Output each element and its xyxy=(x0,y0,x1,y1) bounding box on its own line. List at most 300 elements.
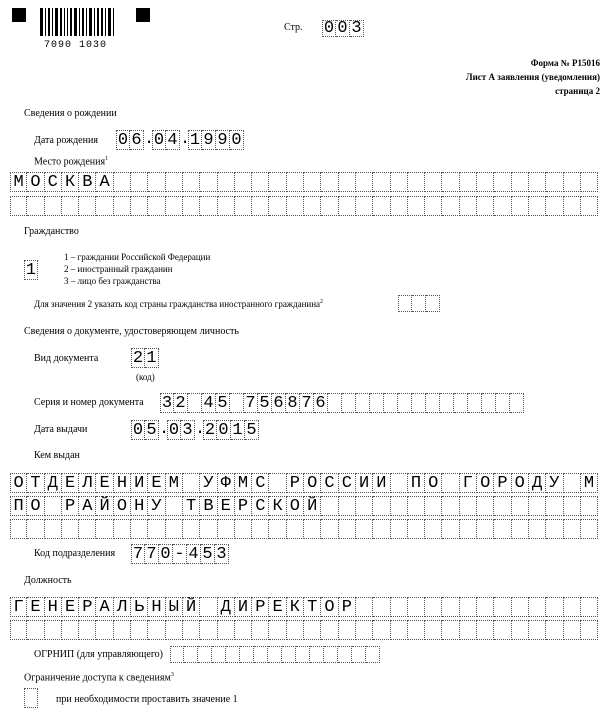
char-cell xyxy=(114,196,131,216)
char-cell xyxy=(27,620,44,640)
char-cell xyxy=(460,172,477,192)
char-cell xyxy=(546,519,563,539)
char-cell: 1 xyxy=(25,260,37,280)
char-cell xyxy=(235,172,252,192)
char-cell xyxy=(529,597,546,617)
char-cell xyxy=(425,496,442,516)
char-cell: И xyxy=(373,473,390,493)
char-cell: 5 xyxy=(216,393,230,413)
barcode-bar xyxy=(113,8,114,36)
char-cell: О xyxy=(27,172,44,192)
char-cell: 0 xyxy=(323,19,335,38)
char-cell xyxy=(269,519,286,539)
char-cell xyxy=(356,597,373,617)
char-cell: Т xyxy=(27,473,44,493)
barcode-bar xyxy=(60,8,62,36)
char-cell xyxy=(529,496,546,516)
birth-place-label: Место рождения$^1$ xyxy=(34,156,109,168)
char-cell xyxy=(494,597,511,617)
char-cell: 5 xyxy=(201,544,215,564)
char-cell: 3 xyxy=(161,393,173,413)
char-cell xyxy=(287,172,304,192)
char-cell xyxy=(391,196,408,216)
char-cell xyxy=(254,646,268,663)
char-cell xyxy=(391,496,408,516)
char-cell: В xyxy=(200,496,217,516)
char-cell: 2 xyxy=(204,420,216,440)
barcode-bar xyxy=(67,8,68,36)
date-part[interactable] xyxy=(116,130,144,150)
char-cell: Н xyxy=(45,597,62,617)
document-type-label: Вид документа xyxy=(34,353,99,364)
barcode xyxy=(40,8,116,36)
char-cell xyxy=(477,519,494,539)
char-cell xyxy=(425,620,442,640)
char-cell xyxy=(188,393,202,413)
char-cell xyxy=(564,196,581,216)
char-cell xyxy=(338,646,352,663)
char-cell xyxy=(442,172,459,192)
char-cell xyxy=(581,196,598,216)
issued-by-line-3[interactable] xyxy=(10,519,598,539)
char-cell xyxy=(269,172,286,192)
char-cell: О xyxy=(114,496,131,516)
char-cell xyxy=(412,295,426,312)
char-cell xyxy=(440,393,454,413)
char-cell xyxy=(391,473,408,493)
char-cell: В xyxy=(79,172,96,192)
access-label: Ограничение доступа к сведениям$^3$ xyxy=(24,672,174,684)
char-cell xyxy=(200,172,217,192)
char-cell: Н xyxy=(148,597,165,617)
char-cell xyxy=(339,496,356,516)
char-cell xyxy=(282,646,296,663)
char-cell xyxy=(166,620,183,640)
char-cell xyxy=(460,519,477,539)
char-cell: Т xyxy=(304,597,321,617)
char-cell xyxy=(226,646,240,663)
char-cell: Д xyxy=(529,473,546,493)
char-cell xyxy=(546,496,563,516)
char-cell: А xyxy=(79,496,96,516)
char-cell xyxy=(235,620,252,640)
char-cell xyxy=(373,196,390,216)
char-cell: Г xyxy=(10,597,27,617)
country-code-label: Для значения 2 указать код страны гражданства иностранного гражданина$^2$ xyxy=(34,299,324,309)
char-cell: Р xyxy=(287,473,304,493)
char-cell: К xyxy=(287,597,304,617)
birth-date-label: Дата рождения xyxy=(34,135,98,146)
char-cell: С xyxy=(252,496,269,516)
char-cell xyxy=(304,196,321,216)
date-part[interactable] xyxy=(188,130,244,150)
barcode-number: 7090 1030 xyxy=(44,40,108,51)
char-cell xyxy=(426,295,440,312)
char-cell xyxy=(408,519,425,539)
char-cell xyxy=(494,496,511,516)
char-cell xyxy=(546,620,563,640)
page-number-field[interactable] xyxy=(322,20,364,37)
char-cell: 5 xyxy=(245,420,259,440)
char-cell xyxy=(564,519,581,539)
char-cell: 0 xyxy=(159,544,173,564)
char-cell xyxy=(356,172,373,192)
char-cell xyxy=(287,620,304,640)
char-cell xyxy=(373,519,390,539)
char-cell: М xyxy=(581,473,598,493)
barcode-bar xyxy=(45,8,46,36)
char-cell xyxy=(408,196,425,216)
char-cell: 3 xyxy=(215,544,229,564)
char-cell xyxy=(183,519,200,539)
char-cell xyxy=(370,393,384,413)
char-cell xyxy=(252,519,269,539)
barcode-bar xyxy=(108,8,111,36)
char-cell: У xyxy=(546,473,563,493)
char-cell: Е xyxy=(62,473,79,493)
char-cell: А xyxy=(96,172,113,192)
char-cell xyxy=(408,597,425,617)
char-cell: Д xyxy=(45,473,62,493)
char-cell xyxy=(460,597,477,617)
barcode-bar xyxy=(97,8,99,36)
char-cell xyxy=(512,519,529,539)
barcode-bar xyxy=(94,8,95,36)
ogrnip-field[interactable] xyxy=(170,646,380,663)
char-cell: 1 xyxy=(189,130,201,150)
series-number-label: Серия и номер документа xyxy=(34,397,144,408)
char-cell xyxy=(166,196,183,216)
date-part[interactable] xyxy=(152,130,180,150)
char-cell xyxy=(426,393,440,413)
char-cell: Ф xyxy=(218,473,235,493)
char-cell: Л xyxy=(79,473,96,493)
char-cell xyxy=(45,519,62,539)
char-cell xyxy=(398,393,412,413)
char-cell xyxy=(131,620,148,640)
char-cell xyxy=(373,496,390,516)
char-cell xyxy=(184,646,198,663)
char-cell xyxy=(170,646,184,663)
char-cell xyxy=(442,496,459,516)
char-cell xyxy=(269,473,286,493)
char-cell xyxy=(96,620,113,640)
char-cell xyxy=(510,393,524,413)
char-cell: Р xyxy=(235,496,252,516)
barcode-bar xyxy=(105,8,106,36)
char-cell xyxy=(131,519,148,539)
char-cell xyxy=(252,620,269,640)
char-cell xyxy=(366,646,380,663)
char-cell xyxy=(296,646,310,663)
char-cell: Е xyxy=(96,473,113,493)
char-cell xyxy=(529,620,546,640)
char-cell: 2 xyxy=(174,393,188,413)
char-cell: Л xyxy=(114,597,131,617)
char-cell xyxy=(496,393,510,413)
char-cell xyxy=(546,597,563,617)
char-cell xyxy=(373,597,390,617)
citizenship-option-3: 3 – лицо без гражданства xyxy=(64,276,161,286)
birth-place-line-1[interactable] xyxy=(10,172,598,192)
char-cell xyxy=(166,172,183,192)
char-cell xyxy=(27,519,44,539)
char-cell xyxy=(581,172,598,192)
char-cell xyxy=(45,620,62,640)
char-cell xyxy=(442,597,459,617)
char-cell xyxy=(304,620,321,640)
char-cell: 7 xyxy=(132,544,144,564)
char-cell xyxy=(183,620,200,640)
char-cell xyxy=(460,496,477,516)
char-cell: 0 xyxy=(132,420,144,440)
char-cell xyxy=(24,688,38,708)
birth-date-field[interactable] xyxy=(116,130,244,150)
char-cell xyxy=(460,620,477,640)
char-cell xyxy=(482,393,496,413)
char-cell xyxy=(564,172,581,192)
char-cell xyxy=(342,393,356,413)
char-cell: 3 xyxy=(181,420,195,440)
char-cell xyxy=(200,620,217,640)
barcode-bar xyxy=(52,8,53,36)
char-cell xyxy=(477,496,494,516)
char-cell xyxy=(10,620,27,640)
char-cell xyxy=(200,519,217,539)
document-type-caption: (код) xyxy=(136,372,155,382)
char-cell: И xyxy=(356,473,373,493)
char-cell xyxy=(391,519,408,539)
char-cell xyxy=(304,172,321,192)
char-cell: 4 xyxy=(166,130,180,150)
char-cell: Р xyxy=(339,597,356,617)
barcode-bar xyxy=(48,8,50,36)
char-cell xyxy=(131,196,148,216)
char-cell: О xyxy=(10,473,27,493)
position-line-2[interactable] xyxy=(10,620,598,640)
char-cell xyxy=(494,620,511,640)
char-cell xyxy=(235,196,252,216)
barcode-bar xyxy=(55,8,58,36)
char-cell xyxy=(564,597,581,617)
char-cell: Р xyxy=(252,597,269,617)
char-cell: Й xyxy=(183,597,200,617)
char-cell: 0 xyxy=(153,130,165,150)
char-cell: 2 xyxy=(132,348,144,368)
barcode-bar xyxy=(70,8,72,36)
char-cell: Е xyxy=(62,597,79,617)
char-cell xyxy=(339,519,356,539)
char-cell xyxy=(321,496,338,516)
char-cell: Ы xyxy=(166,597,183,617)
char-cell xyxy=(581,496,598,516)
char-cell: К xyxy=(62,172,79,192)
char-cell xyxy=(131,172,148,192)
citizenship-option-1: 1 – граждании Российской Федерации xyxy=(64,252,211,262)
char-cell: Д xyxy=(218,597,235,617)
country-code-field[interactable] xyxy=(398,295,440,312)
access-hint: при необходимости проставить значение 1 xyxy=(56,694,238,705)
char-cell: К xyxy=(269,496,286,516)
char-cell xyxy=(218,519,235,539)
char-cell xyxy=(218,196,235,216)
issue-date-field[interactable] xyxy=(131,420,259,440)
citizenship-title: Гражданство xyxy=(24,226,79,237)
char-cell xyxy=(45,196,62,216)
barcode-bar xyxy=(101,8,103,36)
issued-by-line-2[interactable] xyxy=(10,496,598,516)
char-cell xyxy=(398,295,412,312)
char-cell: 4 xyxy=(187,544,201,564)
char-cell: С xyxy=(252,473,269,493)
char-cell xyxy=(321,620,338,640)
char-cell xyxy=(269,620,286,640)
char-cell xyxy=(114,519,131,539)
char-cell xyxy=(200,597,217,617)
char-cell xyxy=(269,196,286,216)
char-cell: 9 xyxy=(202,130,216,150)
char-cell: Е xyxy=(148,473,165,493)
char-cell: П xyxy=(408,473,425,493)
char-cell: М xyxy=(166,473,183,493)
date-separator: . xyxy=(159,420,170,439)
char-cell xyxy=(321,196,338,216)
char-cell: Р xyxy=(62,496,79,516)
char-cell: С xyxy=(339,473,356,493)
issue-date-label: Дата выдачи xyxy=(34,424,88,435)
char-cell xyxy=(581,620,598,640)
char-cell: А xyxy=(96,597,113,617)
char-cell xyxy=(512,597,529,617)
char-cell xyxy=(512,496,529,516)
char-cell xyxy=(373,620,390,640)
char-cell xyxy=(287,196,304,216)
char-cell: О xyxy=(304,473,321,493)
char-cell xyxy=(218,172,235,192)
char-cell xyxy=(356,519,373,539)
char-cell xyxy=(512,172,529,192)
char-cell xyxy=(564,496,581,516)
date-separator: . xyxy=(180,130,191,149)
char-cell xyxy=(425,196,442,216)
char-cell xyxy=(287,519,304,539)
char-cell xyxy=(321,519,338,539)
char-cell: Т xyxy=(183,496,200,516)
series-number-field[interactable] xyxy=(160,393,524,413)
char-cell xyxy=(408,620,425,640)
char-cell xyxy=(148,196,165,216)
char-cell: 6 xyxy=(272,393,286,413)
char-cell xyxy=(148,172,165,192)
barcode-bar xyxy=(89,8,92,36)
char-cell xyxy=(27,196,44,216)
char-cell: Е xyxy=(269,597,286,617)
char-cell: Ь xyxy=(131,597,148,617)
char-cell xyxy=(494,196,511,216)
citizenship-option-2: 2 – иностранный гражданин xyxy=(64,264,173,274)
char-cell: 0 xyxy=(336,20,350,37)
char-cell xyxy=(114,620,131,640)
division-code-field[interactable] xyxy=(131,544,229,564)
char-cell xyxy=(442,519,459,539)
date-part[interactable] xyxy=(131,420,159,440)
char-cell: Р xyxy=(494,473,511,493)
char-cell xyxy=(425,519,442,539)
char-cell xyxy=(356,496,373,516)
char-cell xyxy=(328,393,342,413)
char-cell: 1 xyxy=(145,348,159,368)
date-separator: . xyxy=(144,130,155,149)
issued-by-line-1[interactable] xyxy=(10,473,598,493)
char-cell: О xyxy=(287,496,304,516)
form-number: Форма № Р15016 xyxy=(530,58,600,68)
char-cell: 7 xyxy=(145,544,159,564)
char-cell xyxy=(564,473,581,493)
date-part[interactable] xyxy=(167,420,195,440)
char-cell: М xyxy=(235,473,252,493)
char-cell xyxy=(62,620,79,640)
char-cell xyxy=(391,597,408,617)
char-cell xyxy=(425,172,442,192)
barcode-bar xyxy=(74,8,77,36)
char-cell xyxy=(114,172,131,192)
char-cell xyxy=(79,620,96,640)
document-type-field[interactable] xyxy=(131,348,159,368)
corner-marker-right xyxy=(136,8,150,22)
char-cell xyxy=(546,172,563,192)
char-cell xyxy=(339,196,356,216)
char-cell: О xyxy=(27,496,44,516)
char-cell: У xyxy=(200,473,217,493)
char-cell xyxy=(324,646,338,663)
date-part[interactable] xyxy=(203,420,259,440)
char-cell: О xyxy=(321,597,338,617)
document-section-title: Сведения о документе, удостоверяющем личность xyxy=(24,326,239,337)
char-cell: Е xyxy=(218,496,235,516)
char-cell: О xyxy=(425,473,442,493)
char-cell xyxy=(373,172,390,192)
char-cell xyxy=(477,172,494,192)
birth-place-line-2[interactable] xyxy=(10,196,598,216)
division-code-label: Код подразделения xyxy=(34,548,116,559)
corner-marker-left xyxy=(12,8,26,22)
char-cell xyxy=(494,172,511,192)
char-cell: Е xyxy=(27,597,44,617)
char-cell xyxy=(384,393,398,413)
citizenship-field[interactable] xyxy=(24,260,38,280)
barcode-bar xyxy=(79,8,80,36)
char-cell: 3 xyxy=(350,20,364,37)
position-line-1[interactable] xyxy=(10,597,598,617)
position-label: Должность xyxy=(24,575,72,586)
char-cell xyxy=(96,196,113,216)
char-cell xyxy=(477,196,494,216)
char-cell xyxy=(412,393,426,413)
char-cell xyxy=(564,620,581,640)
char-cell xyxy=(468,393,482,413)
birth-section-title: Сведения о рождении xyxy=(24,108,117,119)
page-label: Стр. xyxy=(284,22,303,33)
char-cell xyxy=(494,519,511,539)
access-field[interactable] xyxy=(24,688,38,708)
sheet-page: страница 2 xyxy=(555,86,600,96)
char-cell: 4 xyxy=(202,393,216,413)
char-cell: 5 xyxy=(145,420,159,440)
char-cell: И xyxy=(131,473,148,493)
char-cell xyxy=(235,519,252,539)
char-cell xyxy=(356,196,373,216)
char-cell xyxy=(304,519,321,539)
